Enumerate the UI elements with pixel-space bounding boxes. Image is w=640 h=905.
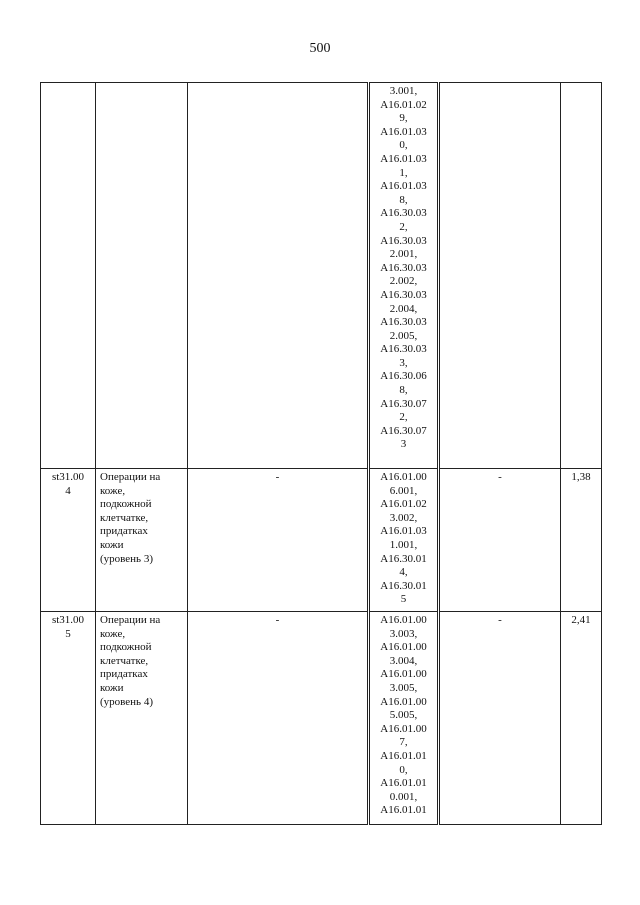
ksg-name-cell-line: Операции на	[100, 614, 161, 626]
services-cell-line: 8,	[399, 384, 408, 397]
services-cell-line: 3,	[399, 356, 408, 369]
services-cell-line: A16.01.00	[380, 695, 427, 708]
services-cell-line: A16.01.01	[380, 749, 427, 762]
ksg-name-cell-line: подкожной	[100, 498, 152, 511]
services-cell-line: 2,	[399, 411, 408, 424]
services-cell-line: A16.30.06	[380, 370, 427, 383]
services-cell-line: A16.01.01	[380, 804, 427, 817]
diagnosis-cell: -	[188, 612, 369, 825]
ksg-name-cell-line: коже,	[100, 484, 126, 497]
services-cell-line: A16.01.00	[380, 722, 427, 735]
services-cell-line: 5	[400, 593, 407, 606]
ksg-name-cell	[96, 469, 188, 612]
services-cell-line: 3.004,	[389, 654, 418, 667]
services-cell-line: 3.005,	[389, 681, 418, 694]
table-row	[41, 612, 602, 825]
ksg-name-cell-line: клетчатке,	[100, 654, 149, 667]
services-cell-line: 2.004,	[389, 302, 418, 315]
ksg-name-cell-line: придатках	[100, 668, 148, 681]
services-cell-line: A16.01.00	[380, 641, 427, 654]
services-cell-line: 3.003,	[389, 627, 418, 640]
coefficient-cell: 1,38	[561, 469, 602, 612]
coefficient-cell: 2,41	[561, 612, 602, 825]
table-row	[41, 83, 602, 469]
services-cell-line: 2,	[399, 220, 408, 233]
ksg-code-cell	[41, 612, 96, 825]
ksg-name-cell-line: придатках	[100, 525, 148, 538]
services-cell-line: 8,	[399, 193, 408, 206]
services-cell-line: 2.005,	[389, 329, 418, 342]
ksg-code-cell	[41, 469, 96, 612]
services-cell-line: 0.001,	[389, 790, 418, 803]
services-cell-line: A16.01.00	[380, 668, 427, 681]
services-cell-line: A16.30.03	[380, 316, 427, 329]
services-cell-line: A16.01.03	[380, 525, 427, 538]
services-cell-line: A16.30.01	[380, 552, 427, 565]
ksg-name-cell-line: клетчатке,	[100, 511, 149, 524]
tariff-table	[40, 82, 602, 825]
services-cell-line: 1,	[399, 166, 408, 179]
ksg-code-cell	[41, 83, 96, 469]
services-cell-line: A16.01.00	[380, 614, 427, 626]
services-cell-line: 2.002,	[389, 275, 418, 288]
services-cell	[369, 612, 439, 825]
services-cell-line: A16.01.03	[380, 152, 427, 165]
services-cell-line: A16.30.03	[380, 343, 427, 356]
services-cell-line: A16.01.01	[380, 777, 427, 790]
services-cell-line: A16.30.03	[380, 288, 427, 301]
table-row	[41, 469, 602, 612]
page-number: 500	[309, 41, 331, 56]
services-cell-line: 5.005,	[389, 709, 418, 722]
other-criteria-cell	[439, 83, 561, 469]
services-cell-line: 3.002,	[389, 511, 418, 524]
services-cell-line: 0,	[399, 763, 408, 776]
services-cell-line: 9,	[399, 112, 408, 125]
ksg-name-cell-line: (уровень 4)	[100, 695, 153, 708]
services-cell-line: A16.01.00	[380, 471, 427, 483]
services-cell-line: 3.001,	[389, 85, 418, 97]
services-cell-line: A16.01.03	[380, 125, 427, 138]
services-cell-line: A16.01.03	[380, 180, 427, 193]
ksg-name-cell	[96, 83, 188, 469]
services-cell-line: 0,	[399, 139, 408, 152]
coefficient-cell	[561, 83, 602, 469]
services-cell-line: A16.30.03	[380, 234, 427, 247]
ksg-code-cell-line: st31.00	[51, 614, 85, 626]
ksg-name-cell-line: (уровень 3)	[100, 552, 153, 565]
ksg-name-cell-line: подкожной	[100, 641, 152, 654]
ksg-name-cell-line: кожи	[100, 538, 124, 551]
services-cell-line: A16.01.02	[380, 98, 427, 111]
services-cell-line: 2.001,	[389, 248, 418, 261]
ksg-code-cell-line: st31.00	[51, 471, 85, 483]
services-cell-line: A16.01.02	[380, 498, 427, 511]
services-cell	[369, 83, 439, 469]
services-cell-line: A16.30.07	[380, 397, 427, 410]
ksg-name-cell-line: Операции на	[100, 471, 161, 483]
services-cell-line: 1.001,	[389, 538, 418, 551]
ksg-code-cell-line: 4	[65, 484, 71, 497]
diagnosis-cell	[188, 83, 369, 469]
services-cell-line: A16.30.03	[380, 261, 427, 274]
services-cell-line: 6.001,	[389, 484, 418, 497]
diagnosis-cell: -	[188, 469, 369, 612]
services-cell-line: A16.30.01	[380, 579, 427, 592]
services-cell-line: 4,	[399, 566, 408, 579]
ksg-name-cell-line: коже,	[100, 627, 126, 640]
ksg-code-cell-line: 5	[65, 627, 71, 640]
services-cell	[369, 469, 439, 612]
ksg-name-cell	[96, 612, 188, 825]
services-cell-line: A16.30.03	[380, 207, 427, 220]
services-cell-line: 3	[400, 438, 407, 451]
other-criteria-cell: -	[439, 612, 561, 825]
services-cell-line: A16.30.07	[380, 424, 427, 437]
ksg-name-cell-line: кожи	[100, 681, 124, 694]
other-criteria-cell: -	[439, 469, 561, 612]
services-cell-line: 7,	[399, 736, 408, 749]
